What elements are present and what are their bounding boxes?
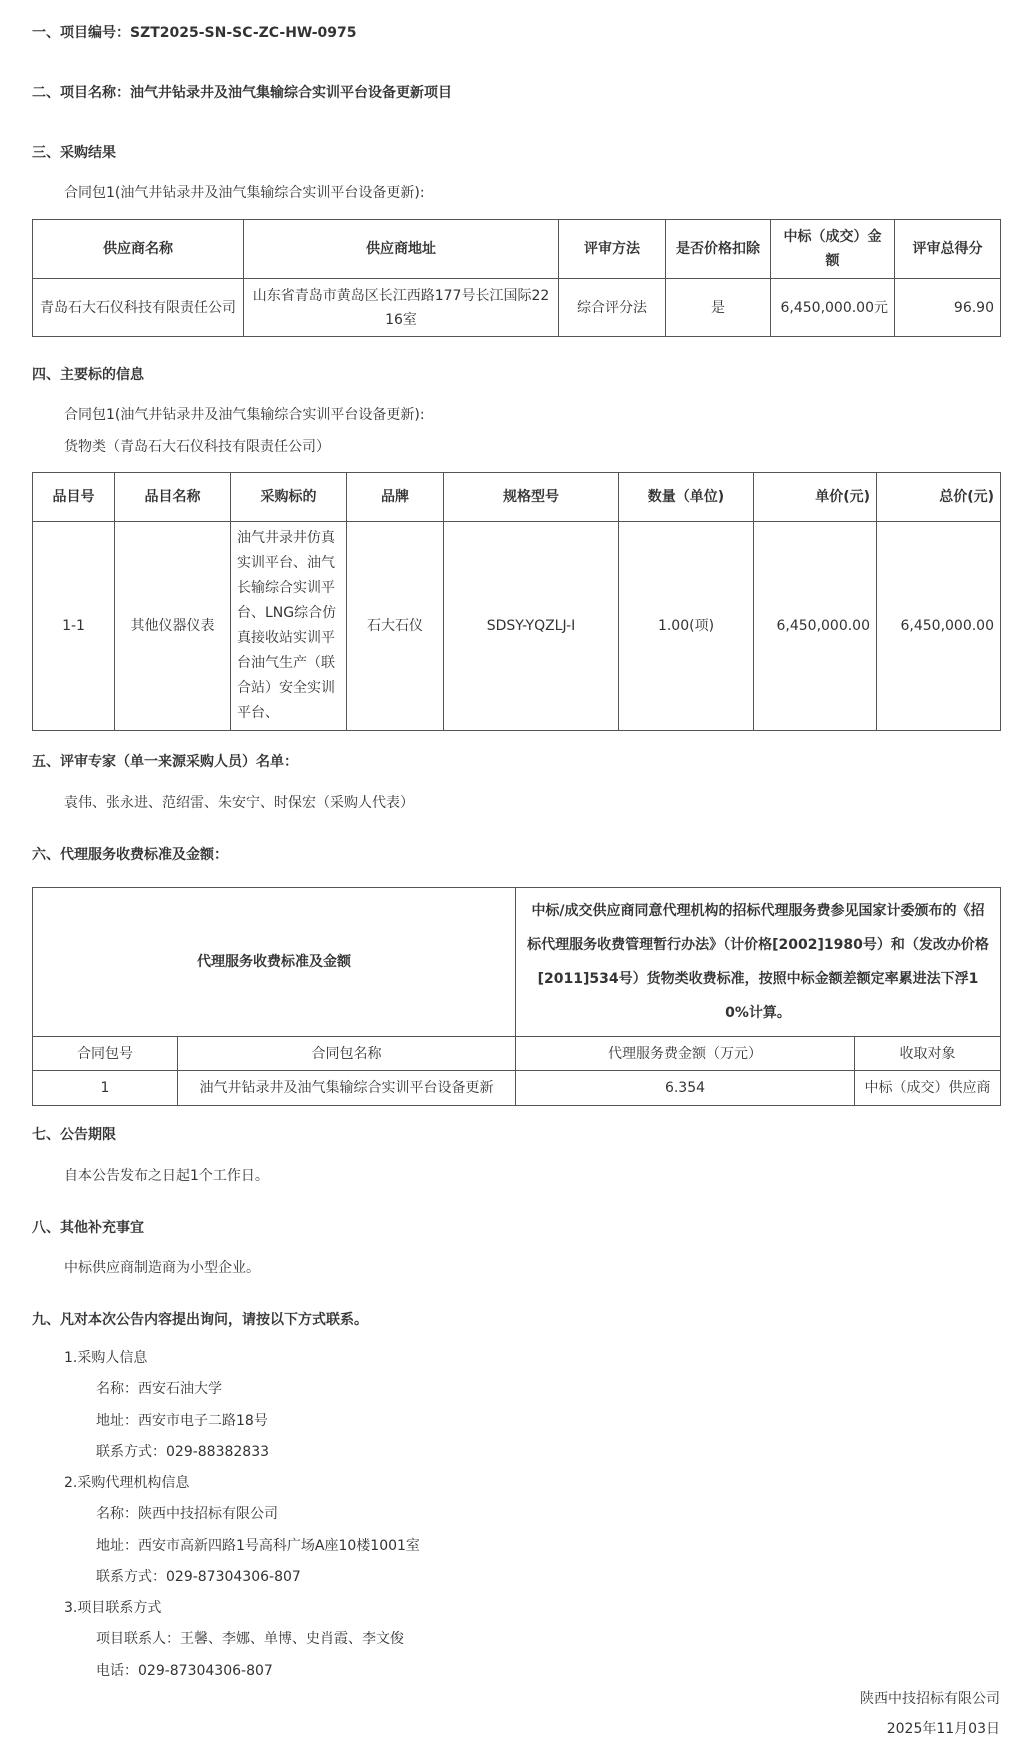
project-name-value: 油气井钻录井及油气集输综合实训平台设备更新项目	[130, 85, 452, 101]
buyer-name: 名称：西安石油大学	[96, 1381, 222, 1397]
table-row	[33, 522, 1001, 731]
agent-name: 名称：陕西中技招标有限公司	[96, 1506, 278, 1522]
buyer-address: 地址：西安市电子二路18号	[96, 1413, 268, 1429]
project-number-heading	[32, 22, 357, 42]
goods-header-model: 规格型号	[444, 473, 619, 522]
fee-header-payer: 收取对象	[855, 1037, 1001, 1071]
result-cell-amount: 6,450,000.00元	[771, 279, 895, 337]
fee-cell-payer: 中标（成交）供应商	[855, 1071, 1001, 1106]
goods-header-quantity: 数量（单位)	[619, 473, 754, 522]
agent-address: 地址：西安市高新四路1号高科广场A座10楼1001室	[96, 1538, 420, 1554]
goods-category-label: 货物类（青岛石大石仪科技有限责任公司）	[64, 439, 330, 455]
buyer-info-title: 1.采购人信息	[64, 1350, 148, 1366]
announcement-period-text: 自本公告发布之日起1个工作日。	[64, 1168, 269, 1184]
result-cell-method: 综合评分法	[559, 279, 666, 337]
fee-table	[32, 887, 1001, 1106]
goods-cell-subject: 油气井录井仿真实训平台、油气长输综合实训平台、LNG综合仿真接收站实训平台油气生产（联合站）安全实训平台、	[231, 522, 347, 731]
result-header-address: 供应商地址	[244, 220, 559, 279]
other-matters-text: 中标供应商制造商为小型企业。	[64, 1260, 260, 1276]
result-header-price-deduction: 是否价格扣除	[666, 220, 771, 279]
experts-list: 袁伟、张永进、范绍雷、朱安宁、时保宏（采购人代表）	[64, 795, 414, 811]
goods-package-label: 合同包1(油气井钻录井及油气集输综合实训平台设备更新):	[64, 407, 425, 423]
result-header-method: 评审方法	[559, 220, 666, 279]
project-contact-people: 项目联系人：王馨、李娜、单博、史肖霞、李文俊	[96, 1631, 404, 1647]
footer-org: 陕西中技招标有限公司	[860, 1691, 1000, 1707]
experts-heading: 五、评审专家（单一来源采购人员）名单：	[32, 754, 298, 770]
result-cell-score: 96.90	[895, 279, 1001, 337]
result-header-score: 评审总得分	[895, 220, 1001, 279]
goods-header-total-price: 总价(元)	[877, 473, 1001, 522]
goods-cell-quantity: 1.00(项)	[619, 522, 754, 731]
agent-phone: 联系方式：029-87304306-807	[96, 1569, 301, 1585]
other-matters-heading: 八、其他补充事宜	[32, 1220, 144, 1236]
project-number-label: 一、项目编号：	[32, 25, 130, 41]
project-contact-title: 3.项目联系方式	[64, 1600, 162, 1616]
goods-header-item-no: 品目号	[33, 473, 115, 522]
goods-cell-item-name: 其他仪器仪表	[115, 522, 231, 731]
goods-cell-model: SDSY-YQZLJ-I	[444, 522, 619, 731]
fee-header-amount: 代理服务费金额（万元）	[516, 1037, 855, 1071]
announcement-period-heading: 七、公告期限	[32, 1127, 116, 1143]
footer-date: 2025年11月03日	[886, 1721, 1000, 1737]
project-contact-phone: 电话：029-87304306-807	[96, 1663, 273, 1679]
fee-cell-amount: 6.354	[516, 1071, 855, 1106]
goods-cell-brand: 石大石仪	[347, 522, 444, 731]
result-cell-address: 山东省青岛市黄岛区长江西路177号长江国际2216室	[244, 279, 559, 337]
goods-header-brand: 品牌	[347, 473, 444, 522]
goods-header-unit-price: 单价(元)	[754, 473, 877, 522]
main-items-heading: 四、主要标的信息	[32, 367, 144, 383]
table-row	[33, 1071, 1001, 1106]
buyer-phone: 联系方式：029-88382833	[96, 1444, 270, 1460]
goods-header-subject: 采购标的	[231, 473, 347, 522]
goods-cell-unit-price: 6,450,000.00	[754, 522, 877, 731]
agency-fee-heading: 六、代理服务收费标准及金额：	[32, 847, 228, 863]
result-package-label: 合同包1(油气井钻录井及油气集输综合实训平台设备更新):	[64, 185, 425, 201]
fee-cell-package-name: 油气井钻录井及油气集输综合实训平台设备更新	[178, 1071, 516, 1106]
project-number-value: SZT2025-SN-SC-ZC-HW-0975	[130, 25, 357, 41]
goods-cell-item-no: 1-1	[33, 522, 115, 731]
fee-header-package-no: 合同包号	[33, 1037, 178, 1071]
contact-heading: 九、凡对本次公告内容提出询问，请按以下方式联系。	[32, 1312, 368, 1328]
goods-cell-total-price: 6,450,000.00	[877, 522, 1001, 731]
goods-header-item-name: 品目名称	[115, 473, 231, 522]
agent-info-title: 2.采购代理机构信息	[64, 1475, 190, 1491]
result-cell-supplier: 青岛石大石仪科技有限责任公司	[33, 279, 244, 337]
goods-table	[32, 472, 1001, 731]
procurement-result-heading: 三、采购结果	[32, 145, 116, 161]
fee-standard-label: 代理服务收费标准及金额	[33, 888, 516, 1037]
project-name-label: 二、项目名称：	[32, 85, 130, 101]
project-name-heading	[32, 82, 452, 102]
result-header-amount: 中标（成交）金额	[771, 220, 895, 279]
result-table	[32, 219, 1001, 337]
fee-header-package-name: 合同包名称	[178, 1037, 516, 1071]
result-header-supplier: 供应商名称	[33, 220, 244, 279]
table-row	[33, 279, 1001, 337]
result-cell-price-deduction: 是	[666, 279, 771, 337]
fee-standard-text: 中标/成交供应商同意代理机构的招标代理服务费参见国家计委颁布的《招标代理服务收费管理暂行办法》（计价格[2002]1980号）和（发改办价格[2011]534号）货物类收费标准，按照中标金额差额定率累进法下浮10%计算。	[516, 888, 1001, 1037]
fee-cell-package-no: 1	[33, 1071, 178, 1106]
